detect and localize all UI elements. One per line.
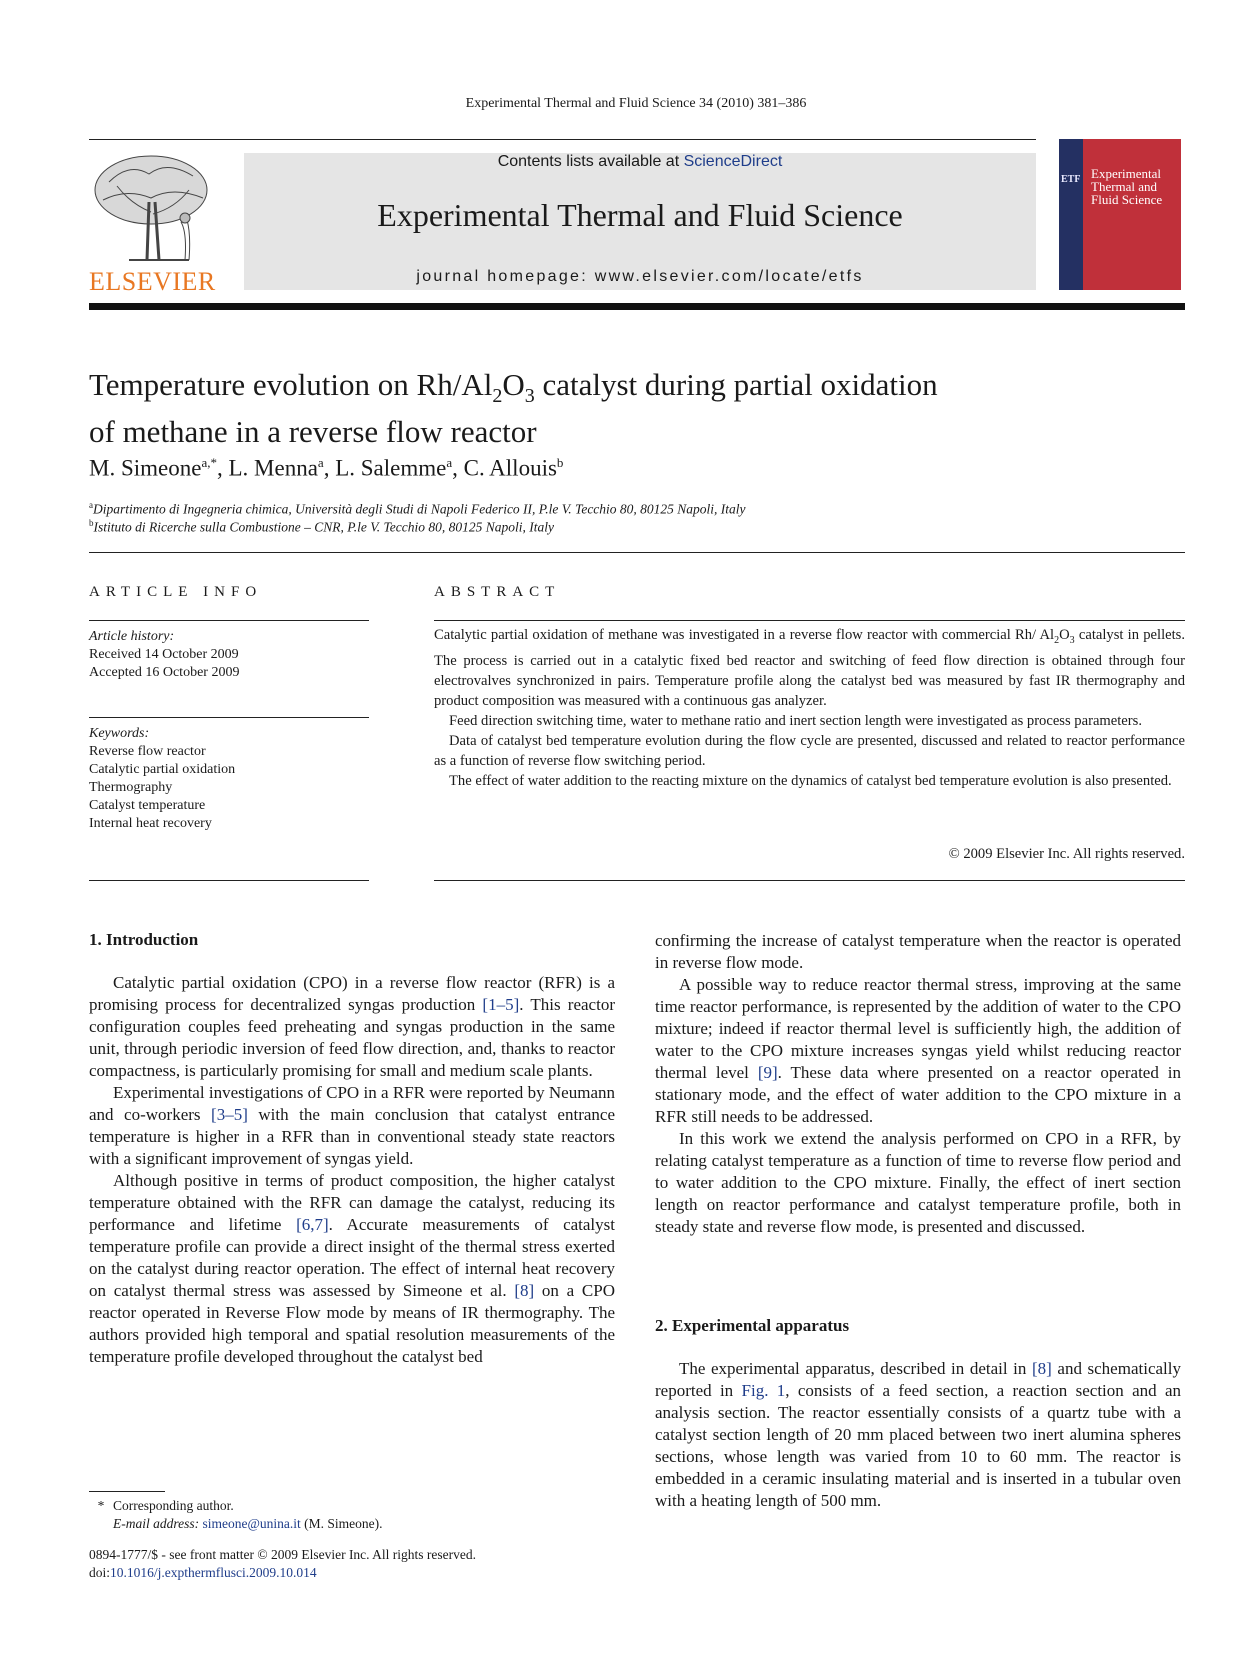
keyword: Reverse flow reactor <box>89 744 206 759</box>
reference-link[interactable]: [8] <box>514 1281 535 1300</box>
journal-homepage[interactable]: journal homepage: www.elsevier.com/locate/etfs <box>416 268 864 285</box>
abstract-copyright: © 2009 Elsevier Inc. All rights reserved. <box>948 846 1185 862</box>
body-paragraph: confirming the increase of catalyst temperature when the reactor is operated in reverse flow mode. <box>655 931 1181 972</box>
keyword: Catalytic partial oxidation <box>89 762 236 777</box>
reference-link[interactable]: [6,7] <box>296 1215 329 1234</box>
abstract-text <box>434 625 1185 791</box>
author-email-note: E-mail address: simeone@unina.it (M. Simeone). <box>113 1516 383 1531</box>
keywords-rule <box>89 717 369 718</box>
body-paragraph: The experimental apparatus, described in detail in [8] and schematically reported in Fig. 1, consists of a feed section, a reaction section and an analysis section. The reactor essentially consists of a quartz tube with a catalyst section length of 20 mm placed between two inert alumina spheres sections, whose length was varied from 10 to 60 mm. The reactor is embedded in a ceramic insulating material and is inserted in a tubular oven with a heating length of 500 mm. <box>655 1359 1182 1510</box>
abstract-heading: ABSTRACT <box>434 584 561 600</box>
contents-line: Contents lists available at ScienceDirect <box>497 153 783 170</box>
keywords-list: Keywords: Reverse flow reactor Catalytic partial oxidation Thermography Catalyst temperature Internal heat recovery <box>89 726 236 831</box>
abstract-bottom-rule <box>434 880 1185 881</box>
footnote-rule <box>89 1491 165 1492</box>
corresponding-author-note: * Corresponding author. <box>97 1498 234 1513</box>
masthead-rule <box>89 303 1185 310</box>
elsevier-wordmark: ELSEVIER <box>89 267 216 296</box>
author-name[interactable]: L. Menna <box>228 455 318 481</box>
abstract-paragraph: Feed direction switching time, water to methane ratio and inert section length were investigated as process parameters. <box>449 712 1142 729</box>
keyword: Catalyst temperature <box>89 798 206 813</box>
header-rule <box>89 139 1036 140</box>
section-heading-experimental: 2. Experimental apparatus <box>655 1316 850 1335</box>
keyword: Thermography <box>89 780 173 795</box>
body-right-column <box>655 930 1181 1238</box>
journal-banner <box>244 153 1036 290</box>
reference-link[interactable]: [9] <box>757 1063 778 1082</box>
journal-cover-thumbnail <box>1059 139 1181 290</box>
journal-title: Experimental Thermal and Fluid Science <box>377 197 903 233</box>
sciencedirect-link[interactable]: ScienceDirect <box>683 153 783 170</box>
cover-abbreviation: ETF <box>1061 174 1081 185</box>
reference-link[interactable]: [1–5] <box>482 995 520 1014</box>
body-paragraph: Experimental investigations of CPO in a RFR were reported by Neumann and co-workers [3–5] with the main conclusion that catalyst entrance temperature is higher in a RFR than in conventional steady state reactors with a significant improvement of syngas yield. <box>89 1083 615 1168</box>
abstract-paragraph: The effect of water addition to the reacting mixture on the dynamics of catalyst bed temperature evolution is also presented. <box>449 772 1172 789</box>
author-email-link[interactable]: simeone@unina.it <box>202 1516 301 1531</box>
article-history: Article history: Received 14 October 2009 Accepted 16 October 2009 <box>89 629 240 680</box>
affiliation-a: $^a$Dipartimento di Ingegneria chimica, Università degli Studi di Napoli Federico II, P.le V. Tecchio 80, 80125 Napoli, Italy <box>89 500 746 517</box>
author-name[interactable]: M. Simeone <box>89 455 202 481</box>
body-paragraph: In this work we extend the analysis performed on CPO in a RFR, by relating catalyst temperature as a function of time to reverse flow period and to water addition to the CPO mixture. Finally, the effect of inert section length on reactor performance and catalyst temperature profile, both in steady state and reverse flow mode, is presented and discussed. <box>655 1129 1181 1236</box>
article-info-heading: ARTICLE INFO <box>89 584 263 600</box>
reference-link[interactable]: [3–5] <box>211 1105 248 1124</box>
body-right-column-lower <box>655 1358 1181 1512</box>
doi-link[interactable]: 10.1016/j.expthermflusci.2009.10.014 <box>110 1565 317 1580</box>
abstract-paragraph: Data of catalyst bed temperature evolution during the flow cycle are presented, discussed and related to reactor performance as a function of reverse flow switching period. <box>434 732 1185 769</box>
cover-title: Experimental Thermal and Fluid Science <box>1091 166 1163 207</box>
article-title: Temperature evolution on $Rh/Al_2O_3$ catalyst during partial oxidation of methane in a reverse flow reactor <box>89 367 938 450</box>
keyword: Internal heat recovery <box>89 816 212 831</box>
journal-citation: Experimental Thermal and Fluid Science 34 (2010) 381–386 <box>465 96 807 111</box>
figure-link[interactable]: Fig. 1 <box>741 1381 786 1400</box>
body-paragraph: Catalytic partial oxidation (CPO) in a reverse flow reactor (RFR) is a promising process for decentralized syngas production [1–5]. This reactor configuration couples feed preheating and syngas production in the same unit, through periodic inversion of feed flow direction, and, thanks to reactor compactness, is particularly promising for small and medium scale plants. <box>89 973 615 1080</box>
abstract-paragraph: Catalytic partial oxidation of methane was investigated in a reverse flow reactor with commercial Rh/ $Al_2O_3$ catalyst in pellets. The process is carried out in a catalytic fixed bed reactor and switching of feed flow direction is obtained through four electrovalves synchronized in pairs. Temperature profile along the catalyst bed was measured by fast IR thermography and product composition was measured with a continuous gas analyzer. <box>434 627 1185 709</box>
info-rule <box>89 620 369 621</box>
title-block-rule <box>89 552 1185 553</box>
abstract-rule <box>434 620 1185 621</box>
reference-link[interactable]: [8] <box>1031 1359 1052 1378</box>
issn-line: 0894-1777/$ - see front matter © 2009 Elsevier Inc. All rights reserved. <box>89 1547 477 1562</box>
author-name[interactable]: L. Salemme <box>335 455 447 481</box>
body-paragraph: Although positive in terms of product composition, the higher catalyst temperature obtained with the RFR can damage the catalyst, reducing its performance and lifetime [6,7]. Accurate measurements of catalyst temperature profile can provide a direct insight of the thermal stress exerted on the catalyst during reactor operation. The effect of internal heat recovery on catalyst thermal stress was assessed by Simeone et al. [8] on a CPO reactor operated in Reverse Flow mode by means of IR thermography. The authors provided high temporal and spatial resolution measurements of the temperature profile developed throughout the catalyst bed <box>89 1171 615 1366</box>
author-name[interactable]: C. Allouis <box>463 455 557 481</box>
body-left-column <box>89 972 615 1368</box>
info-bottom-rule <box>89 880 369 881</box>
affiliation-b: $^b$Istituto di Ricerche sulla Combustione – CNR, P.le V. Tecchio 80, 80125 Napoli, Italy <box>89 518 554 535</box>
author-list: M. Simeone$^{a,*}$, L. Menna$^a$, L. Salemme$^a$, C. Allouis$^b$ <box>89 455 564 481</box>
body-paragraph: A possible way to reduce reactor thermal stress, improving at the same time reactor performance, is represented by the addition of water to the CPO mixture; indeed if reactor thermal level is sufficiently high, the addition of water to the CPO mixture increases syngas yield whilst reducing reactor thermal level [9]. These data where presented on a reactor operated in stationary mode, and the effect of water addition to the CPO mixture in a RFR still needs to be addressed. <box>655 975 1182 1126</box>
doi-line: doi:10.1016/j.expthermflusci.2009.10.014 <box>89 1565 317 1580</box>
section-heading-introduction: 1. Introduction <box>89 930 199 949</box>
